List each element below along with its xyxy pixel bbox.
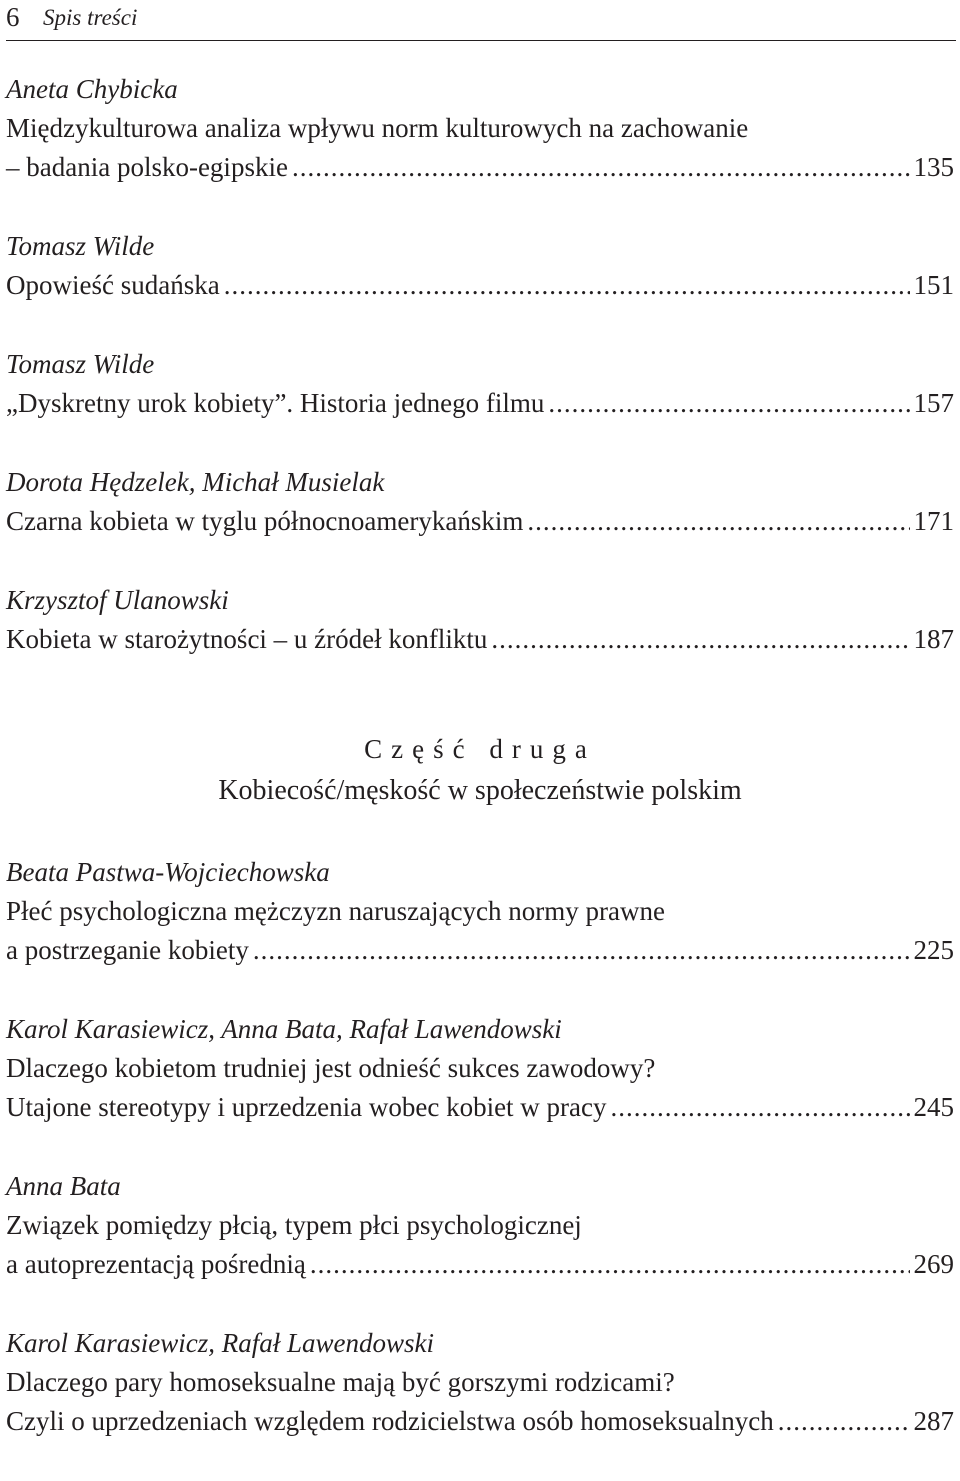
running-title: Spis treści (43, 5, 138, 30)
toc-entry-title-line: Utajone stereotypy i uprzedzenia wobec kobiet w pracy (6, 1092, 607, 1122)
toc-entry (6, 1010, 954, 1127)
toc-entry-last-line (6, 502, 954, 541)
toc-entry-author: Karol Karasiewicz, Rafał Lawendowski (6, 1328, 435, 1358)
toc-entry-title-line: Dlaczego kobietom trudniej jest odnieść sukces zawodowy? (6, 1053, 656, 1083)
toc-entry (6, 463, 954, 541)
toc-entry-page-number: 171 (913, 506, 954, 536)
toc-entry (6, 853, 954, 970)
toc-entry-author: Beata Pastwa-Wojciechowska (6, 857, 330, 887)
toc-entry-title-line: Płeć psychologiczna mężczyzn naruszających normy prawne (6, 896, 665, 926)
toc-entry-title-line: Dlaczego pary homoseksualne mają być gorszymi rodzicami? (6, 1367, 675, 1397)
toc-entry-title-line: Czarna kobieta w tyglu północnoamerykańskim (6, 506, 524, 536)
toc-entry-page-number: 187 (913, 624, 954, 654)
toc-entry (6, 227, 954, 305)
toc-entry (6, 1167, 954, 1284)
toc-entry-page-number: 287 (913, 1406, 954, 1436)
toc-entry-title-line: Międzykulturowa analiza wpływu norm kulturowych na zachowanie (6, 113, 749, 143)
table-of-contents (6, 70, 954, 1481)
toc-entry-last-line (6, 1402, 954, 1441)
toc-entry-last-line (6, 931, 954, 970)
toc-entry-last-line (6, 1245, 954, 1284)
toc-entry-title-line: Kobieta w starożytności – u źródeł konfliktu (6, 624, 488, 654)
toc-section-part-one (6, 70, 954, 659)
toc-entry-last-line (6, 620, 954, 659)
dot-leader (253, 931, 910, 970)
dot-leader (527, 502, 909, 541)
toc-entry-title-line: a autoprezentacją pośrednią (6, 1249, 306, 1279)
part-heading: Część druga (364, 734, 596, 764)
toc-entry (6, 1324, 954, 1441)
dot-leader (224, 266, 910, 305)
toc-entry-author: Aneta Chybicka (6, 74, 178, 104)
toc-entry-title-line: „Dyskretny urok kobiety”. Historia jednego filmu (6, 388, 545, 418)
toc-entry-author: Tomasz Wilde (6, 349, 155, 379)
toc-entry-last-line (6, 148, 954, 187)
toc-entry-title-line: Czyli o uprzedzeniach względem rodzicielstwa osób homoseksualnych (6, 1406, 774, 1436)
toc-entry-author: Dorota Hędzelek, Michał Musielak (6, 467, 385, 497)
toc-entry-author: Tomasz Wilde (6, 231, 155, 261)
toc-entry-page-number: 135 (913, 152, 954, 182)
dot-leader (292, 148, 910, 187)
page-header (6, 0, 956, 41)
toc-entry (6, 70, 954, 187)
dot-leader (548, 384, 909, 423)
toc-section-part-two (6, 853, 954, 1441)
dot-leader (310, 1245, 910, 1284)
toc-entry-author: Karol Karasiewicz, Anna Bata, Rafał Lawendowski (6, 1014, 562, 1044)
part-heading-block (6, 729, 954, 813)
toc-entry-author: Krzysztof Ulanowski (6, 585, 229, 615)
toc-entry (6, 581, 954, 659)
toc-entry-last-line (6, 266, 954, 305)
toc-entry-author: Anna Bata (6, 1171, 121, 1201)
toc-entry-title-line: Opowieść sudańska (6, 270, 220, 300)
toc-entry-title-line: Związek pomiędzy płcią, typem płci psychologicznej (6, 1210, 582, 1240)
toc-entry-page-number: 157 (913, 388, 954, 418)
toc-entry-title-line: a postrzeganie kobiety (6, 935, 249, 965)
dot-leader (778, 1402, 910, 1441)
dot-leader (611, 1088, 910, 1127)
toc-entry-last-line (6, 384, 954, 423)
toc-entry-page-number: 151 (913, 270, 954, 300)
part-subtitle: Kobiecość/męskość w społeczeństwie polskim (218, 775, 742, 806)
toc-entry-title-line: – badania polsko-egipskie (6, 152, 288, 182)
toc-entry-page-number: 245 (913, 1092, 954, 1122)
page-number: 6 (6, 2, 20, 32)
toc-entry (6, 345, 954, 423)
toc-entry-last-line (6, 1088, 954, 1127)
toc-entry-page-number: 269 (913, 1249, 954, 1279)
toc-entry-page-number: 225 (913, 935, 954, 965)
dot-leader (491, 620, 909, 659)
